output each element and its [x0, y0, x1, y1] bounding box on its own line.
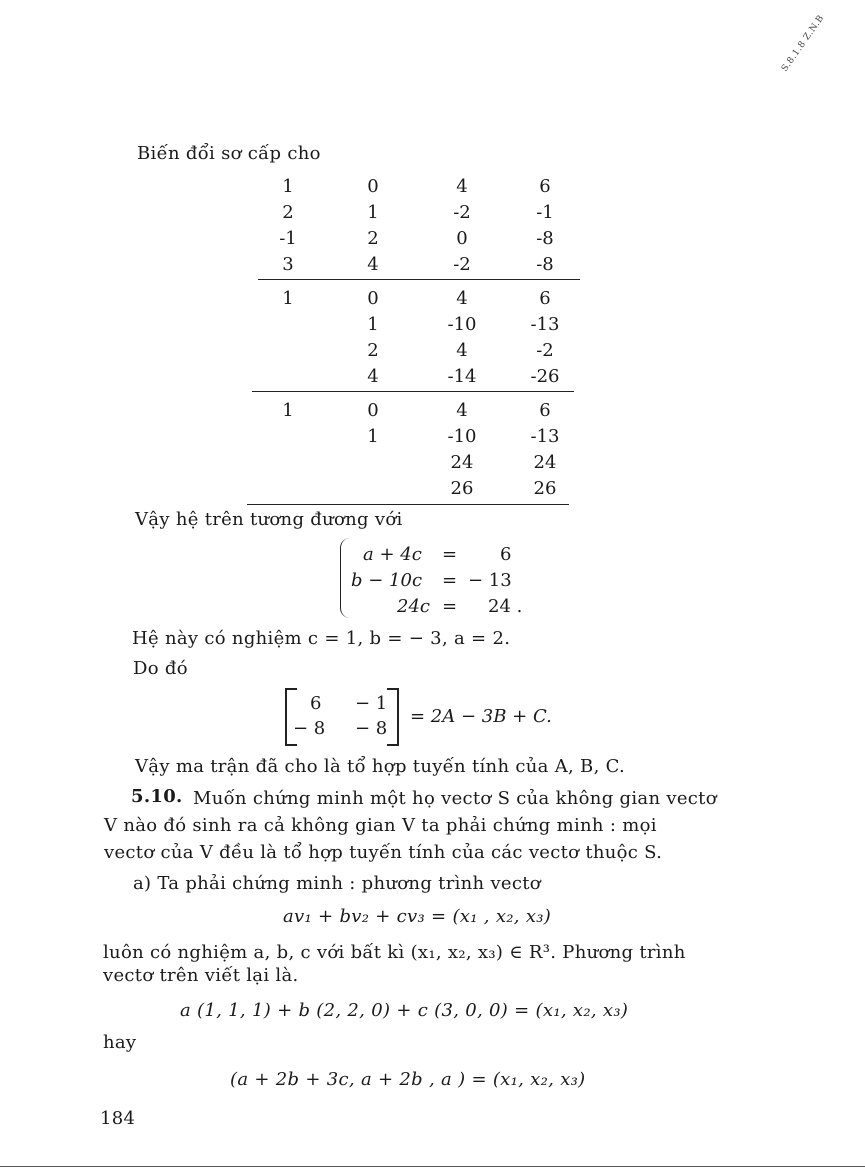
table-cell: 26 — [450, 478, 474, 499]
solution-text: Hệ này có nghiệm c = 1, b = − 3, a = 2. — [132, 628, 511, 649]
table-divider — [252, 391, 574, 392]
page-number: 184 — [100, 1108, 136, 1129]
table-cell: 4 — [456, 288, 468, 309]
table-cell: -2 — [453, 254, 471, 275]
section-line-2: V nào đó sinh ra cả không gian V ta phải chứng minh : mọi — [104, 815, 657, 836]
table-cell: 4 — [367, 366, 379, 387]
system-row-1-eq: = — [442, 544, 458, 565]
system-row-2-rhs: − 13 — [468, 570, 512, 591]
table-cell: 1 — [282, 176, 294, 197]
table-cell: -10 — [447, 426, 477, 447]
matrix-right-bracket — [387, 688, 399, 746]
table-cell: 4 — [456, 340, 468, 361]
table-cell: -13 — [530, 426, 560, 447]
table-cell: 1 — [367, 314, 379, 335]
table-cell: -8 — [536, 228, 554, 249]
table-cell: 26 — [533, 478, 557, 499]
table-cell: -1 — [279, 228, 297, 249]
always-line-1: luôn có nghiệm a, b, c với bất kì (x₁, x₂, x₃) ∈ R³. Phương trình — [103, 942, 686, 963]
matrix-cell: − 8 — [355, 718, 388, 739]
matrix-cell: − 8 — [293, 718, 326, 739]
system-row-1-lhs: a + 4c — [363, 544, 422, 565]
table-cell: -8 — [536, 254, 554, 275]
table-cell: 2 — [367, 228, 379, 249]
table-cell: -2 — [453, 202, 471, 223]
table-divider — [247, 504, 569, 505]
table-cell: 24 — [533, 452, 557, 473]
table-divider — [258, 279, 580, 280]
table-cell: 1 — [367, 202, 379, 223]
table-cell: 6 — [539, 176, 551, 197]
therefore-text: Do đó — [133, 658, 188, 679]
matrix-cell: 6 — [310, 693, 322, 714]
vector-equation-1: av₁ + bv₂ + cv₃ = (x₁ , x₂, x₃) — [283, 906, 552, 927]
library-stamp: S.8.1.8 Z.N.B — [780, 13, 827, 74]
table-cell: 6 — [539, 288, 551, 309]
table-cell: 1 — [282, 400, 294, 421]
system-row-3-eq: = — [442, 596, 458, 617]
table-cell: 4 — [367, 254, 379, 275]
table-cell: 4 — [456, 176, 468, 197]
conclusion-text: Vậy ma trận đã cho là tổ hợp tuyến tính của A, B, C. — [135, 756, 626, 777]
section-number: 5.10. — [131, 786, 183, 807]
table-cell: -14 — [447, 366, 477, 387]
table-cell: -13 — [530, 314, 560, 335]
vector-equation-3: (a + 2b + 3c, a + 2b , a ) = (x₁, x₂, x₃) — [230, 1069, 586, 1090]
part-a-text: a) Ta phải chứng minh : phương trình vectơ — [133, 873, 541, 894]
table-cell: 3 — [282, 254, 294, 275]
table-cell: 1 — [282, 288, 294, 309]
table-cell: -1 — [536, 202, 554, 223]
intro-text: Biến đổi sơ cấp cho — [137, 143, 321, 164]
section-line-1: Muốn chứng minh một họ vectơ S của không gian vectơ — [193, 788, 717, 809]
system-row-2-eq: = — [442, 570, 458, 591]
table-cell: 6 — [539, 400, 551, 421]
system-row-1-rhs: 6 — [500, 544, 512, 565]
vector-equation-2: a (1, 1, 1) + b (2, 2, 0) + c (3, 0, 0) = (x₁, x₂, x₃) — [180, 1000, 629, 1021]
hay-text: hay — [103, 1032, 137, 1053]
table-cell: 1 — [367, 426, 379, 447]
table-cell: 0 — [367, 400, 379, 421]
always-line-2: vectơ trên viết lại là. — [103, 965, 299, 986]
table-cell: 0 — [456, 228, 468, 249]
table-cell: 0 — [367, 176, 379, 197]
system-row-2-lhs: b − 10c — [351, 570, 423, 591]
table-cell: 24 — [450, 452, 474, 473]
equivalence-text: Vậy hệ trên tương đương với — [135, 509, 403, 530]
table-cell: -2 — [536, 340, 554, 361]
table-cell: -26 — [530, 366, 560, 387]
system-row-3-rhs: 24 . — [488, 596, 523, 617]
section-line-3: vectơ của V đều là tổ hợp tuyến tính của các vectơ thuộc S. — [104, 842, 663, 863]
table-cell: 2 — [282, 202, 294, 223]
system-row-3-lhs: 24c — [397, 596, 430, 617]
system-brace — [340, 538, 351, 618]
page-bottom-rule — [0, 1166, 865, 1167]
table-cell: 2 — [367, 340, 379, 361]
table-cell: -10 — [447, 314, 477, 335]
matrix-equation-rhs: = 2A − 3B + C. — [410, 706, 552, 727]
table-cell: 4 — [456, 400, 468, 421]
table-cell: 0 — [367, 288, 379, 309]
matrix-cell: − 1 — [355, 693, 388, 714]
